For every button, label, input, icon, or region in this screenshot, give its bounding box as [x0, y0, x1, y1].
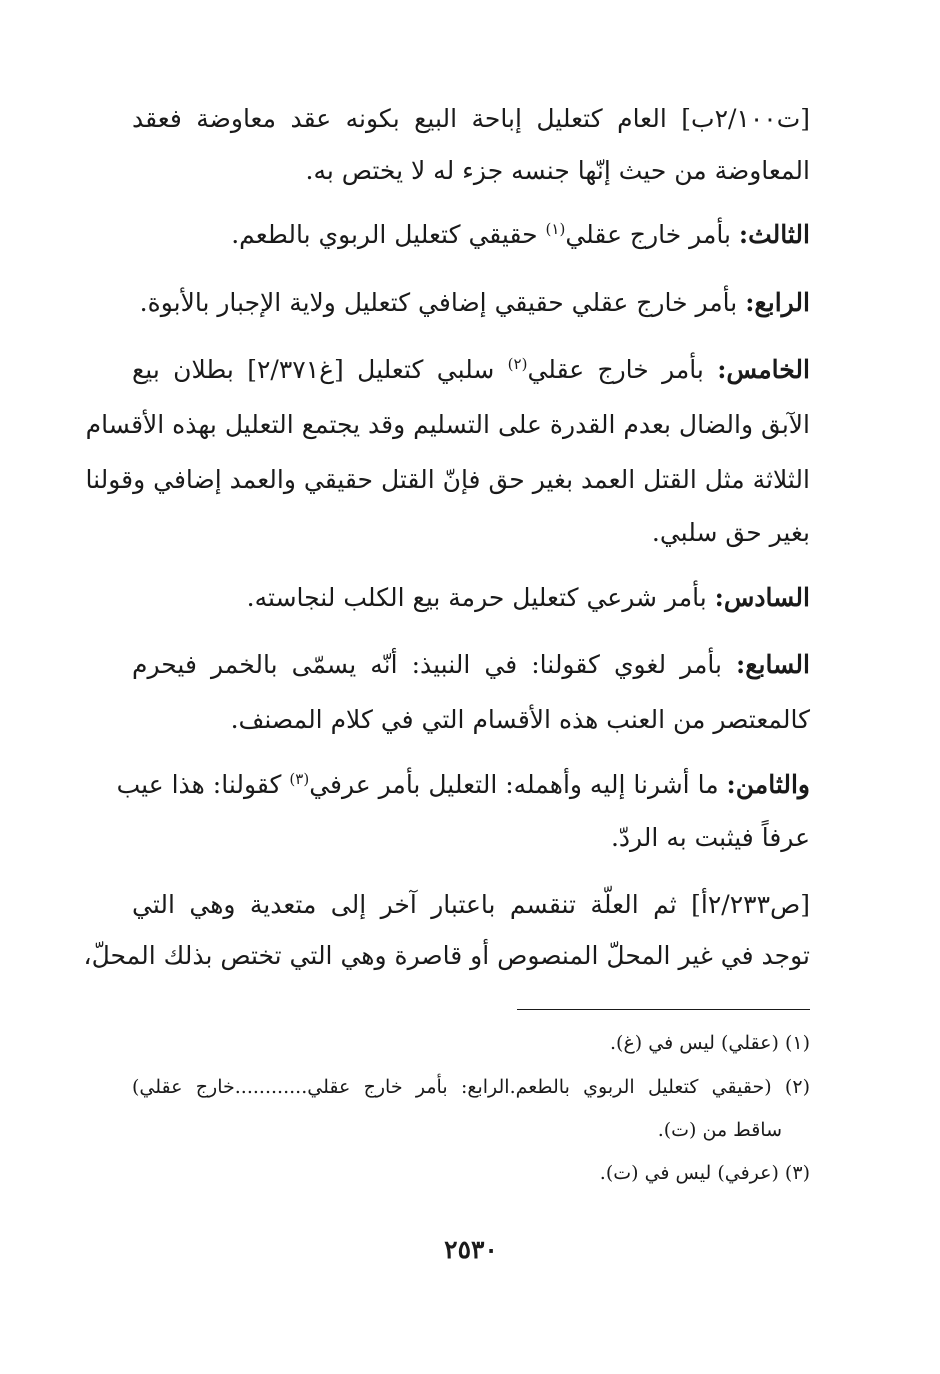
- body-line-8-text: بغير حق سلبي.: [651, 518, 810, 547]
- body-line-3-pre: بأمر خارج عقلي: [565, 220, 739, 249]
- section-label-fifth: الخامس:: [717, 355, 810, 384]
- body-line-4: [132, 283, 810, 323]
- body-line-2-text: المعاوضة من حيث إنّها جنسه جزء له لا يختص به.: [305, 156, 810, 185]
- footnote-3: [132, 1157, 810, 1189]
- body-line-12-post: كقولنا: هذا عيب: [116, 770, 290, 799]
- section-label-sixth: السادس:: [714, 583, 810, 612]
- section-label-third: الثالث:: [738, 220, 810, 249]
- document-page: [83, 0, 810, 1374]
- body-line-2: [132, 151, 810, 191]
- body-line-9-text: بأمر شرعي كتعليل حرمة بيع الكلب لنجاسته.: [246, 583, 715, 612]
- body-line-1-text: [ت٢/١٠٠ب] العام كتعليل إباحة البيع بكونه عقد معاوضة فعقد: [132, 104, 810, 133]
- footnote-ref-3: (٣): [289, 770, 310, 788]
- body-line-14: [132, 885, 810, 925]
- footnote-2-continuation-text: ساقط من (ت).: [657, 1119, 782, 1141]
- section-label-eighth: والثامن:: [726, 770, 810, 799]
- body-line-7: [85, 460, 810, 500]
- body-line-13-text: عرفاً فيثبت به الردّ.: [610, 823, 810, 852]
- body-line-10-text: بأمر لغوي كقولنا: في النبيذ: أنّه يسمّى بالخمر فيحرم: [132, 650, 737, 679]
- footnote-3-text: (٣) (عرفي) ليس في (ت).: [599, 1162, 810, 1184]
- body-line-9: [132, 578, 810, 618]
- body-line-12-pre: ما أشرنا إليه وأهمله: التعليل بأمر عرفي: [309, 770, 727, 799]
- section-label-fourth: الرابع:: [745, 288, 810, 317]
- body-line-6-text: الآبق والضال بعدم القدرة على التسليم وقد يجتمع التعليل بهذه الأقسام: [85, 410, 810, 439]
- body-line-3-post: حقيقي كتعليل الربوي بالطعم.: [231, 220, 546, 249]
- body-line-5-pre: بأمر خارج عقلي: [527, 355, 718, 384]
- footnote-2-text: (٢) (حقيقي كتعليل الربوي بالطعم.الرابع: بأمر خارج عقلي............خارج عقلي): [132, 1076, 810, 1098]
- body-line-4-text: بأمر خارج عقلي حقيقي إضافي كتعليل ولاية الإجبار بالأبوة.: [139, 288, 746, 317]
- footnote-ref-1: (١): [545, 220, 566, 238]
- section-label-seventh: السابع:: [736, 650, 810, 679]
- body-line-13: [132, 818, 810, 858]
- body-line-10: [132, 645, 810, 685]
- body-line-3: [132, 215, 810, 255]
- body-line-5-post: سلبي كتعليل [غ٢/٣٧١] بطلان بيع: [132, 355, 508, 384]
- body-line-11-text: كالمعتصر من العنب هذه الأقسام التي في كلام المصنف.: [230, 705, 810, 734]
- body-line-14-text: [ص٢/٢٣٣أ] ثم العلّة تنقسم باعتبار آخر إلى متعدية وهي التي: [132, 890, 810, 919]
- body-line-1: [132, 99, 810, 139]
- footnote-2: [132, 1071, 810, 1103]
- body-line-15: [83, 936, 810, 976]
- body-line-5: [132, 350, 810, 390]
- body-line-15-text: توجد في غير المحلّ المنصوص أو قاصرة وهي التي تختص بذلك المحلّ،: [83, 941, 810, 970]
- body-line-12: [116, 765, 810, 805]
- footnote-separator: [517, 1009, 810, 1010]
- body-line-7-text: الثلاثة مثل القتل العمد بغير حق فإنّ القتل حقيقي والعمد إضافي وقولنا: [85, 465, 810, 494]
- footnote-1: [132, 1027, 810, 1059]
- footnote-1-text: (١) (عقلي) ليس في (غ).: [610, 1032, 810, 1054]
- body-line-11: [132, 700, 810, 740]
- footnote-ref-2: (٢): [507, 355, 528, 373]
- body-line-6: [85, 405, 810, 445]
- page-number: ٢٥٣٠: [444, 1235, 498, 1264]
- footnote-2-continuation: [132, 1114, 810, 1146]
- body-line-8: [132, 513, 810, 553]
